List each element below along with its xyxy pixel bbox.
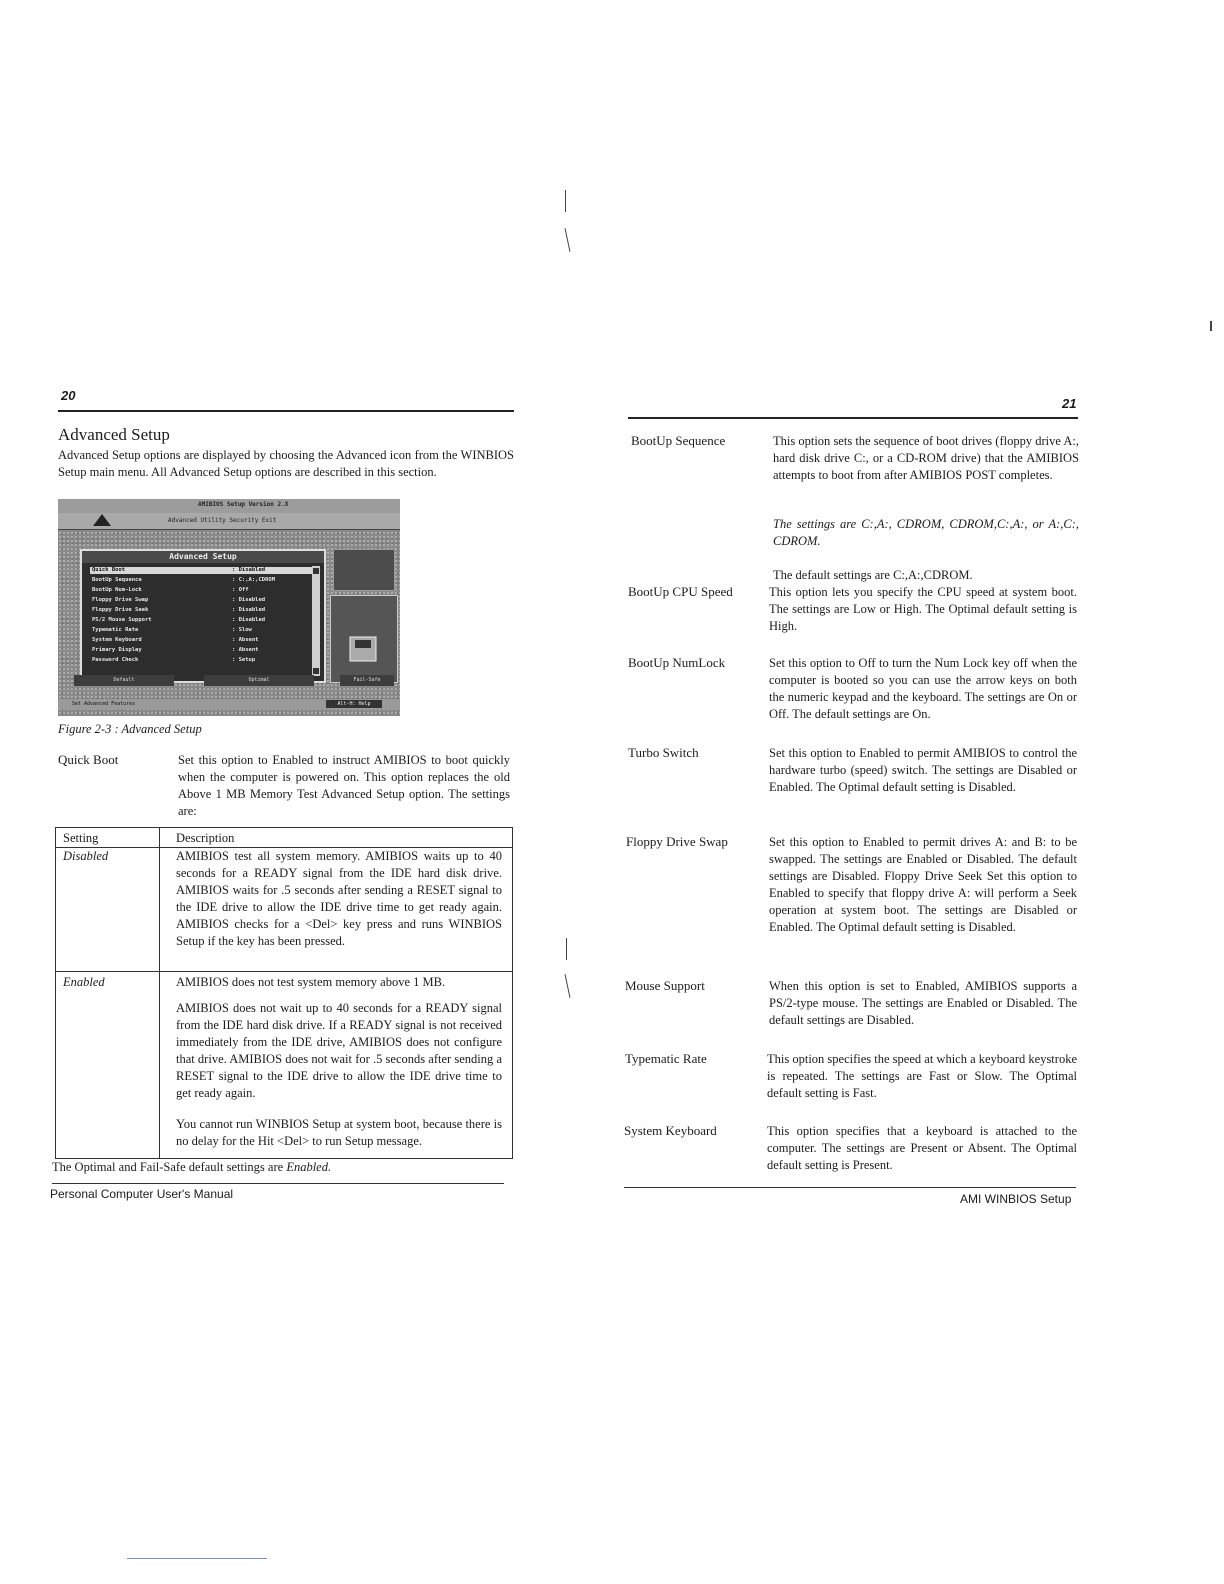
entry-label-typematic-rate: Typematic Rate: [625, 1051, 707, 1066]
left-header-rule: [58, 410, 514, 412]
quick-boot-description: Set this option to Enabled to instruct AMIBIOS to boot quickly when the computer is powered on. This option replaces the old Above 1 MB Memory Test Advanced Setup option. The settings are:: [178, 753, 510, 818]
bios-status-hint: Set Advanced Features: [72, 701, 136, 707]
entry-label-bootup-sequence: BootUp Sequence: [631, 433, 726, 448]
right-header-rule: [628, 417, 1078, 419]
right-page-number: 21: [1062, 396, 1077, 411]
bios-titlebar: [58, 499, 400, 514]
bios-row-label: Floppy Drive Swap: [92, 597, 149, 603]
table-row-enabled-description-2: AMIBIOS does not wait up to 40 seconds for a READY signal from the IDE hard disk drive. If a READY signal is not received immediately from the IDE drive, AMIBIOS does not configure that drive. AMIBIOS does not wait for .5 seconds after sending a RESET signal to the IDE drive to allow the IDE drive time to get ready again.: [176, 1001, 502, 1100]
entry-desc-bootup-sequence-settings: The settings are C:,A:, CDROM, CDROM,C:,A:, or A:,C:, CDROM.: [773, 517, 1079, 548]
bios-row-bootup-sequence[interactable]: [90, 577, 318, 584]
right-footer-rule: [624, 1187, 1076, 1188]
entry-desc-typematic-rate: This option specifies the speed at which a keyboard keystroke is repeated. The settings are Fast or Slow. The Optimal default setting is Fast.: [767, 1052, 1077, 1100]
bios-row-primary-display[interactable]: [90, 647, 318, 654]
bios-row-label: Quick Boot: [92, 567, 126, 573]
entry-label-cpu-speed: BootUp CPU Speed: [628, 584, 733, 599]
bios-row-value: : C:,A:,CDROM: [232, 577, 276, 583]
table-header-setting: Setting: [63, 831, 99, 845]
bios-row-mouse-support[interactable]: [90, 617, 318, 624]
bios-row-value: : Off: [232, 587, 249, 593]
entry-desc-floppy-swap: Set this option to Enabled to permit drives A: and B: to be swapped. The settings are Enabled or Disabled. The default settings are Disabled. Floppy Drive Seek Set this option to Enabled to specify that floppy drive A: will perform a Seek operation at system boot. The settings are Disabled or Enabled. The Optimal default setting is Disabled.: [769, 835, 1077, 934]
edge-mark: [1210, 321, 1212, 331]
bios-failsafe-button[interactable]: Fail-Safe: [340, 675, 394, 686]
entry-desc-bootup-sequence-default: The default settings are C:,A:,CDROM.: [773, 568, 973, 582]
settings-table: [55, 827, 513, 1159]
bios-row-label: Password Check: [92, 657, 139, 663]
table-row-disabled-description: AMIBIOS test all system memory. AMIBIOS waits up to 40 seconds for a READY signal from the IDE hard disk drive. AMIBIOS waits for .5 seconds after sending a RESET signal to the IDE drive to allow the IDE drive time to get ready again. AMIBIOS checks for a <Del> key press and runs WINBIOS Setup if the key has been pressed.: [176, 849, 502, 948]
bios-row-value: : Disabled: [232, 597, 266, 603]
bios-row-label: PS/2 Mouse Support: [92, 617, 152, 623]
entry-label-floppy-swap: Floppy Drive Swap: [626, 834, 728, 849]
bios-row-value: : Disabled: [232, 617, 266, 623]
bottom-scan-line: [127, 1558, 267, 1559]
bios-status-bar: [58, 699, 400, 709]
entry-label-mouse-support: Mouse Support: [625, 978, 705, 993]
footer-note: [52, 1160, 331, 1175]
bios-row-label: System Keyboard: [92, 637, 142, 643]
figure-caption: Figure 2-3 : Advanced Setup: [58, 722, 202, 736]
footer-note-prefix: The Optimal and Fail-Safe default settings are: [52, 1160, 287, 1174]
bios-row-password-check[interactable]: [90, 657, 318, 664]
left-page-number: 20: [61, 388, 76, 403]
bios-row-floppy-swap[interactable]: [90, 597, 318, 604]
bios-row-label: BootUp Sequence: [92, 577, 142, 583]
gutter-mark-2: [565, 228, 571, 252]
bios-button-bar: [74, 675, 394, 687]
bios-row-label: BootUp Num-Lock: [92, 587, 142, 593]
table-row-enabled-setting: Enabled: [63, 975, 105, 989]
bios-row-label: Floppy Drive Seek: [92, 607, 149, 613]
bios-default-button[interactable]: Default: [74, 675, 174, 686]
entry-label-system-keyboard: System Keyboard: [624, 1123, 717, 1138]
bios-row-value: : Setup: [232, 657, 256, 663]
entry-desc-cpu-speed: This option lets you specify the CPU speed at system boot. The settings are Low or High. The Optimal default setting is High.: [769, 585, 1077, 633]
bios-menu-text: Advanced Utility Security Exit: [168, 517, 277, 524]
entry-desc-turbo-switch: Set this option to Enabled to permit AMIBIOS to control the hardware turbo (speed) switch. The settings are Disabled or Enabled. The Optimal default setting is Disabled.: [769, 746, 1077, 794]
section-title: Advanced Setup: [58, 425, 170, 444]
table-row-disabled-setting: Disabled: [63, 849, 109, 863]
section-intro: Advanced Setup options are displayed by choosing the Advanced icon from the WINBIOS Setup main menu. All Advanced Setup options are described in this section.: [58, 448, 514, 479]
bios-side-panel: [330, 595, 398, 683]
bios-help-hint: Alt-H: Help: [326, 700, 382, 708]
entry-label-numlock: BootUp NumLock: [628, 655, 726, 670]
gutter-mark-4: [565, 974, 571, 998]
bios-row-label: Typematic Rate: [92, 627, 139, 633]
bios-icon-panel: [333, 549, 395, 591]
entry-desc-mouse-support: When this option is set to Enabled, AMIBIOS supports a PS/2-type mouse. The settings are Enabled or Disabled. The default settings are Disabled.: [769, 979, 1077, 1027]
bios-row-system-keyboard[interactable]: [90, 637, 318, 644]
bios-row-label: Primary Display: [92, 647, 142, 653]
bios-row-value: : Disabled: [232, 607, 266, 613]
table-header-description: Description: [176, 831, 235, 845]
quick-boot-label: Quick Boot: [58, 752, 119, 767]
bios-row-bootup-numlock[interactable]: [90, 587, 318, 594]
entry-label-turbo-switch: Turbo Switch: [628, 745, 699, 760]
bios-title-text: AMIBIOS Setup Version 2.X: [198, 501, 289, 508]
advanced-setup-window-title: Advanced Setup: [82, 551, 324, 563]
gutter-mark-3: [566, 938, 567, 960]
bios-scrollbar[interactable]: [312, 566, 320, 676]
bios-screenshot: [58, 499, 400, 716]
bios-row-quick-boot[interactable]: [90, 567, 318, 574]
left-footer-rule: [52, 1183, 504, 1184]
left-footer: Personal Computer User's Manual: [50, 1187, 234, 1201]
entry-desc-numlock: Set this option to Off to turn the Num Lock key off when the computer is booted so you can use the arrow keys on both the numeric keypad and the keyboard. The settings are On or Off. The default settings are On.: [769, 656, 1077, 721]
bios-row-value: : Disabled: [232, 567, 266, 573]
table-row-enabled-description-1: AMIBIOS does not test system memory above 1 MB.: [176, 975, 446, 989]
disk-icon: [349, 636, 377, 662]
warning-triangle-icon: [92, 513, 112, 527]
bios-row-value: : Slow: [232, 627, 252, 633]
gutter-mark-1: [565, 190, 566, 212]
entry-desc-system-keyboard: This option specifies that a keyboard is attached to the computer. The settings are Present or Absent. The Optimal default setting is Present.: [767, 1124, 1077, 1172]
bios-optimal-button[interactable]: Optimal: [204, 675, 314, 686]
bios-row-typematic-rate[interactable]: [90, 627, 318, 634]
right-footer: AMI WINBIOS Setup: [960, 1192, 1072, 1206]
bios-row-value: : Absent: [232, 647, 259, 653]
bios-row-floppy-seek[interactable]: [90, 607, 318, 614]
bios-row-value: : Absent: [232, 637, 259, 643]
entry-desc-bootup-sequence: This option sets the sequence of boot drives (floppy drive A:, hard disk drive C:, or a CD-ROM drive) that the AMIBIOS attempts to boot from after AMIBIOS POST completes.: [773, 434, 1079, 482]
bios-menubar: [58, 513, 400, 530]
advanced-setup-window: [80, 549, 326, 683]
footer-note-value: Enabled.: [286, 1160, 332, 1174]
table-row-enabled-description-3: You cannot run WINBIOS Setup at system boot, because there is no delay for the Hit <Del> to run Setup message.: [176, 1117, 502, 1148]
